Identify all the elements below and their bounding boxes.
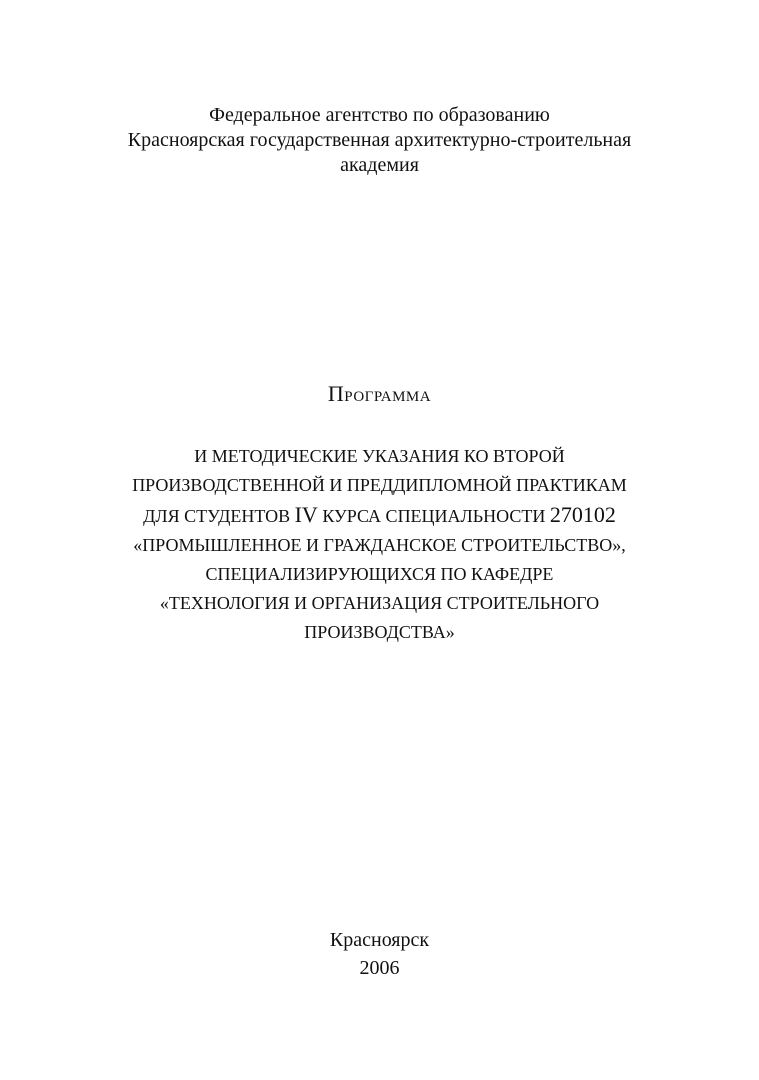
imprint [0, 926, 759, 982]
document-title: Программа [327, 381, 432, 406]
subtitle-line-6: «ТЕХНОЛОГИЯ И ОРГАНИЗАЦИЯ СТРОИТЕЛЬНОГО [159, 593, 600, 613]
subtitle-line-4: «ПРОМЫШЛЕННОЕ И ГРАЖДАНСКОЕ СТРОИТЕЛЬСТВО», [133, 535, 626, 555]
agency-name: Федеральное агентство по образованию [209, 104, 550, 126]
academy-name: Красноярская государственная архитектурно-строительная [127, 129, 632, 151]
institution-header [0, 103, 759, 178]
imprint-year: 2006 [359, 957, 400, 979]
specialty-code: 270102 [549, 502, 616, 527]
subtitle-line-1: И МЕТОДИЧЕСКИЕ УКАЗАНИЯ КО ВТОРОЙ [194, 446, 565, 466]
academy-name-cont: академия [340, 154, 419, 176]
subtitle-students: ДЛЯ СТУДЕНТОВ [143, 506, 295, 526]
subtitle-line-3 [0, 500, 759, 531]
subtitle-specialty: КУРСА СПЕЦИАЛЬНОСТИ [317, 506, 550, 526]
document-subtitle [0, 442, 759, 647]
imprint-city: Красноярск [329, 929, 430, 951]
subtitle-line-7: ПРОИЗВОДСТВА» [304, 622, 455, 642]
course-number: IV [294, 502, 318, 527]
subtitle-line-5: СПЕЦИАЛИЗИРУЮЩИХСЯ ПО КАФЕДРЕ [205, 564, 554, 584]
subtitle-line-2: ПРОИЗВОДСТВЕННОЙ И ПРЕДДИПЛОМНОЙ ПРАКТИКАМ [132, 475, 627, 495]
